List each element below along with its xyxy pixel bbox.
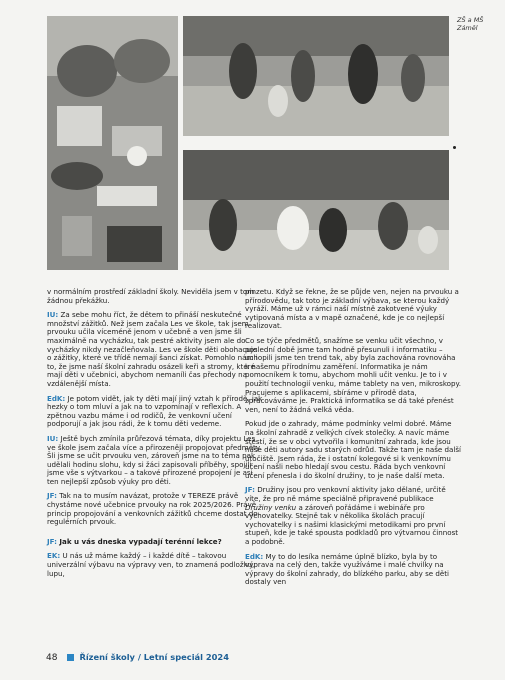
paragraph: IU: Ještě bych zmínila průřezová témata, díky projektu Les ve škole jsem začala více a přirozeněji propojovat předměty. Šli jsme se učit prvouku ven, zároveň jsme na to téma pak udělali hodinu slohu, kdy si žáci zapisovali příběhy, spojili jsme vše s výtvarkou – a takové přirozené propojení je asi ten nejlepší způsob výuky pro děti.: [47, 433, 262, 486]
page-number: 48: [46, 653, 58, 663]
paragraph: EK: U nás už máme každý – i každé dítě – takovou univerzální výbavu na výpravy ven, to znamená podložku, lupu,: [47, 551, 255, 578]
photo-children-workshop-table: [47, 16, 178, 270]
page-footer: [46, 652, 229, 663]
magazine-title: Řízení školy / Letní speciál 2024: [79, 652, 229, 662]
photo-group-meadow: [183, 16, 449, 136]
left-column: [47, 288, 263, 584]
paragraph: JF: Tak na to musím navázat, protože v TEREZE právě chystáme nové učebnice prvouky na rok 2025/2026. Právě princip propojování a venkovních zážitků chceme dostat do regulérních prvouk.: [47, 491, 258, 527]
right-column: [245, 288, 461, 593]
question: JF: Jak u vás dneska vypadají terénní lekce?: [47, 536, 222, 546]
paragraph: EdK: Je potom vidět, jak ty děti mají jiný vztah k přírodě, jak hezky o tom mluví a jak na to vzpomínají v reflexích. A zpětnou vazbu máme i od rodičů, že venkovní učení podporují a jak jsou rádi, že k tomu děti vedeme.: [47, 393, 263, 429]
paragraph: v normálním prostředí základní školy. Neviděla jsem v tom žádnou překážku.: [47, 287, 255, 305]
photo-credit: ZŠ a MŠ Záměl: [457, 16, 484, 32]
paragraph: Co se týče předmětů, snažíme se venku učit všechno, v poslední době jsme tam hodně přesunuli i informatiku – uchopili jsme ten trend tak, aby byla zachována rovnováha k našemu přírodnímu zaměření. Informatika je nám pomocníkem k tomu, abychom mohli učit venku. Je to i v použití technologií venku, máme tablety na ven, mikroskopy. Pracujeme s aplikacemi, sbíráme v přírodě data, zpracováváme je. Praktická informatika se dá také přenést ven, není to žádná velká věda.: [245, 335, 461, 414]
paragraph: pinzetu. Když se řekne, že se půjde ven, nejen na prvouku a přírodovědu, tak toto je základní výbava, se kterou každý vyráží. Máme už v rámci naší místně zakotvené výuky vytipovaná místa a v mapě označené, kde je co nejlepší realizovat.: [245, 287, 459, 331]
paragraph: IU: Za sebe mohu říct, že dětem to přináší neskutečné množství zážitků. Než jsem začala Les ve škole, tak jsem prvouku učila víceméně jenom v učebně a ven jsme šli maximálně na vycházku, tak pestré aktivity jsem ale do vycházky nikdy nezačleňovala. Les ve škole děti obohacuje o zážitky, které ve třídě nemají šanci získat. Pomohlo nám i to, že jsme naší školní zahradu osázeli keři a stromy, které mají děti v učebnici, abychom nemaníli čas přechody na vzdálenější místa.: [47, 310, 258, 388]
photo-children-forest-floor: [183, 150, 449, 270]
paragraph: JF: Družiny jsou pro venkovní aktivity jako dělané, určitě víte, že pro ně máme speciálně připravené publikace Družiny venku a zároveň pořádáme i webináře pro vychovatelky. Stejně tak v několika školách pracují vychovatelky i s našimi klasickými metodikami pro první stupeň, kde je také spousta podkladů pro výtvarnou činnost a podobně.: [245, 485, 459, 547]
paragraph: Pokud jde o zahrady, máme podmínky velmi dobré. Máme na školní zahradě z velkých cívek stolečky. A navíc máme štěstí, že se v obci vytvořila i komunitní zahrada, kde jsou naše děti autory sadu starých odrůd. Takže tam je naše další útočiště. Jsem ráda, že i ostatní kolegové si k venkovnímu učení našli nebo hledají svou cestu. Ráda bych venkovní učení přenesla i do školní družiny, to je naše další meta.: [245, 419, 462, 480]
bullet-mark: [453, 146, 456, 149]
paragraph: EdK: My to do lesíka nemáme úplně blízko, byla by to výprava na celý den, takže využíváme i malé chvilky na výpravy do školní zahrady, do blízkého parku, aby se děti dostaly ven: [245, 551, 450, 587]
square-icon: [67, 654, 74, 661]
